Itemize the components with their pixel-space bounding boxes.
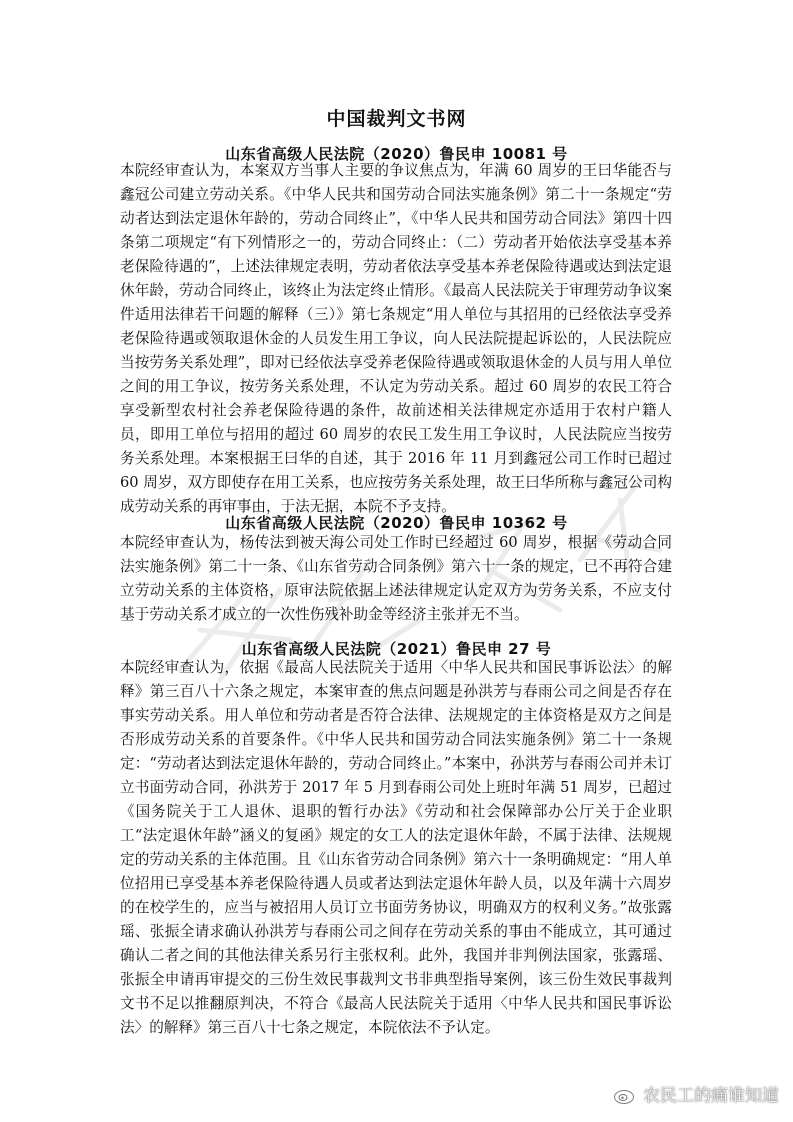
case-heading-3: 山东省高级人民法院（2021）鲁民申 27 号 — [241, 640, 552, 658]
case-body-2: 本院经审查认为，杨传法到被天海公司处工作时已经超过 60 周岁，根据《劳动合同法实施条例》第二十一条、《山东省劳动合同条例》第六十一条的规定，已不再符合建立劳动关系的主体资格，原审法院依据上述法律规定认定双方为劳务关系，不应支付基于劳动关系才成立的一次性伤残补助金等经济主张并无不当。 — [120, 534, 672, 623]
site-title: 中国裁判文书网 — [326, 108, 467, 130]
case-body-3: 本院经审查认为，依据《最高人民法院关于适用〈中华人民共和国民事诉讼法〉的解释》第三百八十六条之规定，本案审查的焦点问题是孙洪芳与春雨公司之间是否存在事实劳动关系。用人单位和劳动者是否符合法律、法规规定的主体资格是双方之间是否形成劳动关系的首要条件。《中华人民共和国劳动合同法实施条例》第二十一条规定：“劳动者达到法定退休年龄的，劳动合同终止。”本案中，孙洪芳与春雨公司并未订立书面劳动合同，孙洪芳于 2017 年 5 月到春雨公司处上班时年满 51 周岁，已超过《国务院关于工人退休、退职的暂行办法》《劳动和社会保障部办公厅关于企业职工“法定退休年龄”涵义的复函》规定的女工人的法定退休年龄，不属于法律、法规规定的劳动关系的主体范围。且《山东省劳动合同条例》第六十一条明确规定：“用人单位招用已享受基本养老保险待遇人员或者达到法定退休年龄人员，以及年满十六周岁的在校学生的，应当与被招用人员订立书面劳务协议，明确双方的权利义务。”故张露瑶、张振全请求确认孙洪芳与春雨公司之间存在劳动关系的事由不能成立，其可通过确认二者之间的其他法律关系另行主张权利。此外，我国并非判例法国家，张露瑶、张振全申请再审提交的三份生效民事裁判文书非典型指导案例，该三份生效民事裁判文书不足以推翻原判决，不符合《最高人民法院关于适用〈中华人民共和国民事诉讼法〉的解释》第三百八十七条之规定，本院依法不予认定。 — [120, 659, 672, 1036]
footer-watermark — [613, 1081, 779, 1106]
case-heading-1: 山东省高级人民法院（2020）鲁民申 10081 号 — [225, 145, 568, 163]
weibo-icon — [613, 1083, 639, 1105]
footer-text: 农民工的痛谁知道 — [643, 1086, 779, 1106]
case-heading-2: 山东省高级人民法院（2020）鲁民申 10362 号 — [225, 514, 568, 532]
case-body-1: 本院经审查认为，本案双方当事人主要的争议焦点为，年满 60 周岁的王曰华能否与鑫冠公司建立劳动关系。《中华人民共和国劳动合同法实施条例》第二十一条规定“劳动者达到法定退休年龄的，劳动合同终止”，《中华人民共和国劳动合同法》第四十四条第二项规定“有下列情形之一的，劳动合同终止：（二）劳动者开始依法享受基本养老保险待遇的”，上述法律规定表明，劳动者依法享受基本养老保险待遇或达到法定退休年龄，劳动合同终止，该终止为法定终止情形。《最高人民法院关于审理劳动争议案件适用法律若干问题的解释（三）》第七条规定“用人单位与其招用的已经依法享受养老保险待遇或领取退休金的人员发生用工争议，向人民法院提起诉讼的，人民法院应当按劳务关系处理”，即对已经依法享受养老保险待遇或领取退休金的人员与用人单位之间的用工争议，按劳务关系处理，不认定为劳动关系。超过 60 周岁的农民工符合享受新型农村社会养老保险待遇的条件，故前述相关法律规定亦适用于农村户籍人员，即用工单位与招用的超过 60 周岁的农民工发生用工争议时，人民法院应当按劳务关系处理。本案根据王曰华的自述，其于 2016 年 11 月到鑫冠公司工作时已超过 60 周岁，双方即使存在用工关系，也应按劳务关系处理，故王曰华所称与鑫冠公司构成劳动关系的再审事由，于法无据，本院不予支持。 — [120, 162, 672, 515]
